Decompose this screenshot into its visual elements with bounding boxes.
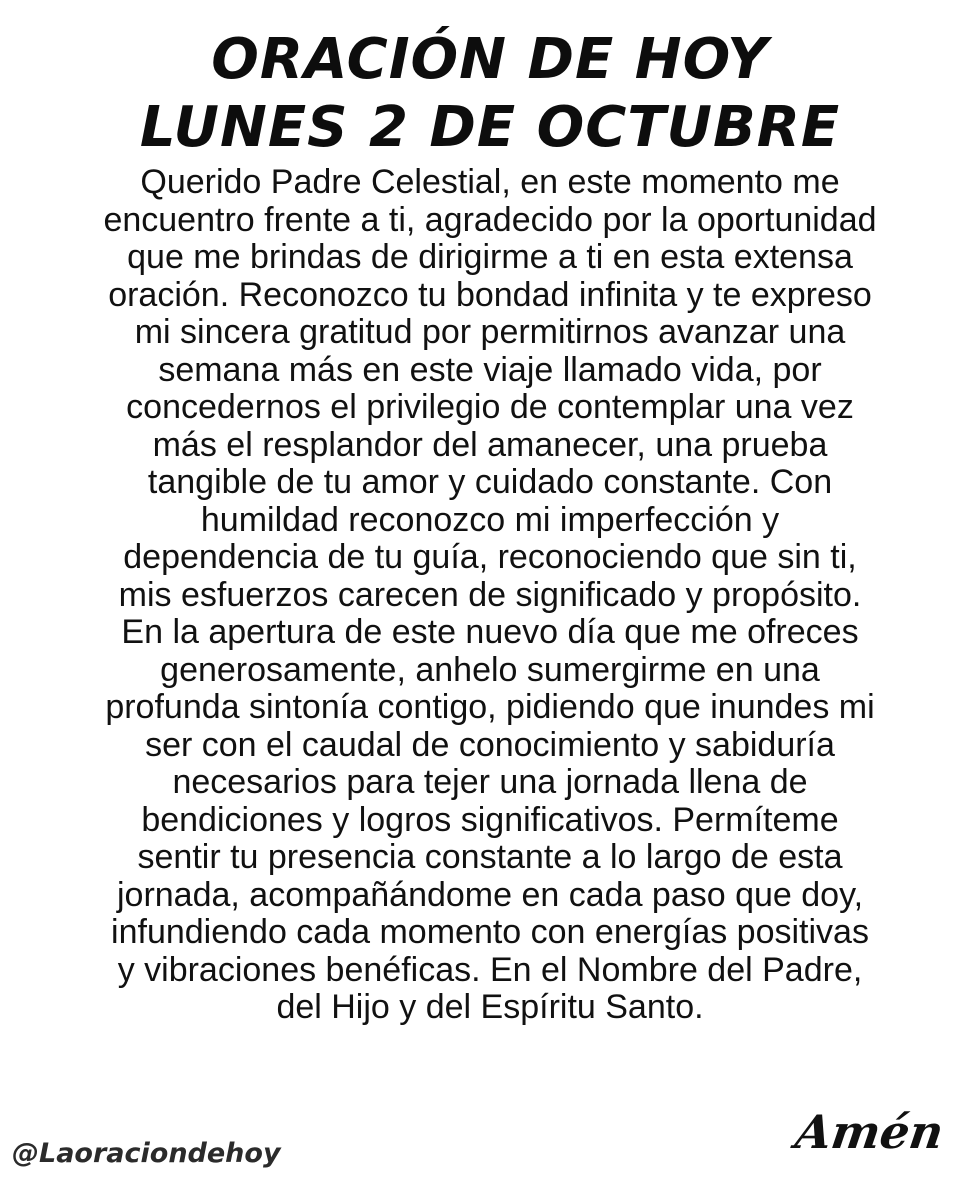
prayer-line: profunda sintonía contigo, pidiendo que inundes mi — [105, 688, 875, 726]
prayer-line: generosamente, anhelo sumergirme en una — [160, 650, 820, 689]
prayer-line: tangible de tu amor y cuidado constante. Con — [147, 463, 833, 501]
prayer-line: del Hijo y del Espíritu Santo. — [276, 988, 704, 1026]
prayer-line: Querido Padre Celestial, en este momento me — [140, 163, 840, 201]
prayer-line: humildad reconozco mi imperfección y — [200, 500, 780, 539]
page-title-line-1: ORACIÓN DE HOY — [211, 27, 769, 92]
prayer-line: infundiendo cada momento con energías positivas — [111, 913, 869, 951]
prayer-line: jornada, acompañándome en cada paso que doy, — [116, 875, 864, 914]
prayer-line: y vibraciones benéficas. En el Nombre del Padre, — [117, 950, 863, 989]
prayer-text — [10, 164, 970, 1027]
prayer-line: bendiciones y logros significativos. Permíteme — [141, 800, 839, 839]
prayer-line: En la apertura de este nuevo día que me ofreces — [121, 613, 859, 651]
prayer-line: dependencia de tu guía, reconociendo que sin ti, — [123, 538, 857, 576]
prayer-line: oración. Reconozco tu bondad infinita y te expreso — [108, 275, 872, 314]
social-handle: @Laoraciondehoy — [12, 1138, 281, 1169]
prayer-line: semana más en este viaje llamado vida, por — [158, 350, 822, 389]
amen-signature: Amén — [792, 1105, 947, 1159]
prayer-line: concedernos el privilegio de contemplar una vez — [126, 388, 854, 426]
prayer-line: ser con el caudal de conocimiento y sabiduría — [145, 725, 835, 764]
prayer-line: encuentro frente a ti, agradecido por la oportunidad — [103, 200, 877, 239]
prayer-line: mi sincera gratitud por permitirnos avanzar una — [134, 313, 846, 351]
prayer-line: sentir tu presencia constante a lo largo de esta — [137, 838, 843, 876]
page-title-line-2: LUNES 2 DE OCTUBRE — [139, 95, 841, 160]
prayer-line: que me brindas de dirigirme a ti en esta extensa — [127, 238, 853, 276]
prayer-line: más el resplandor del amanecer, una prueba — [152, 425, 828, 464]
prayer-line: mis esfuerzos carecen de significado y propósito. — [118, 575, 862, 614]
prayer-line: necesarios para tejer una jornada llena de — [172, 763, 808, 801]
